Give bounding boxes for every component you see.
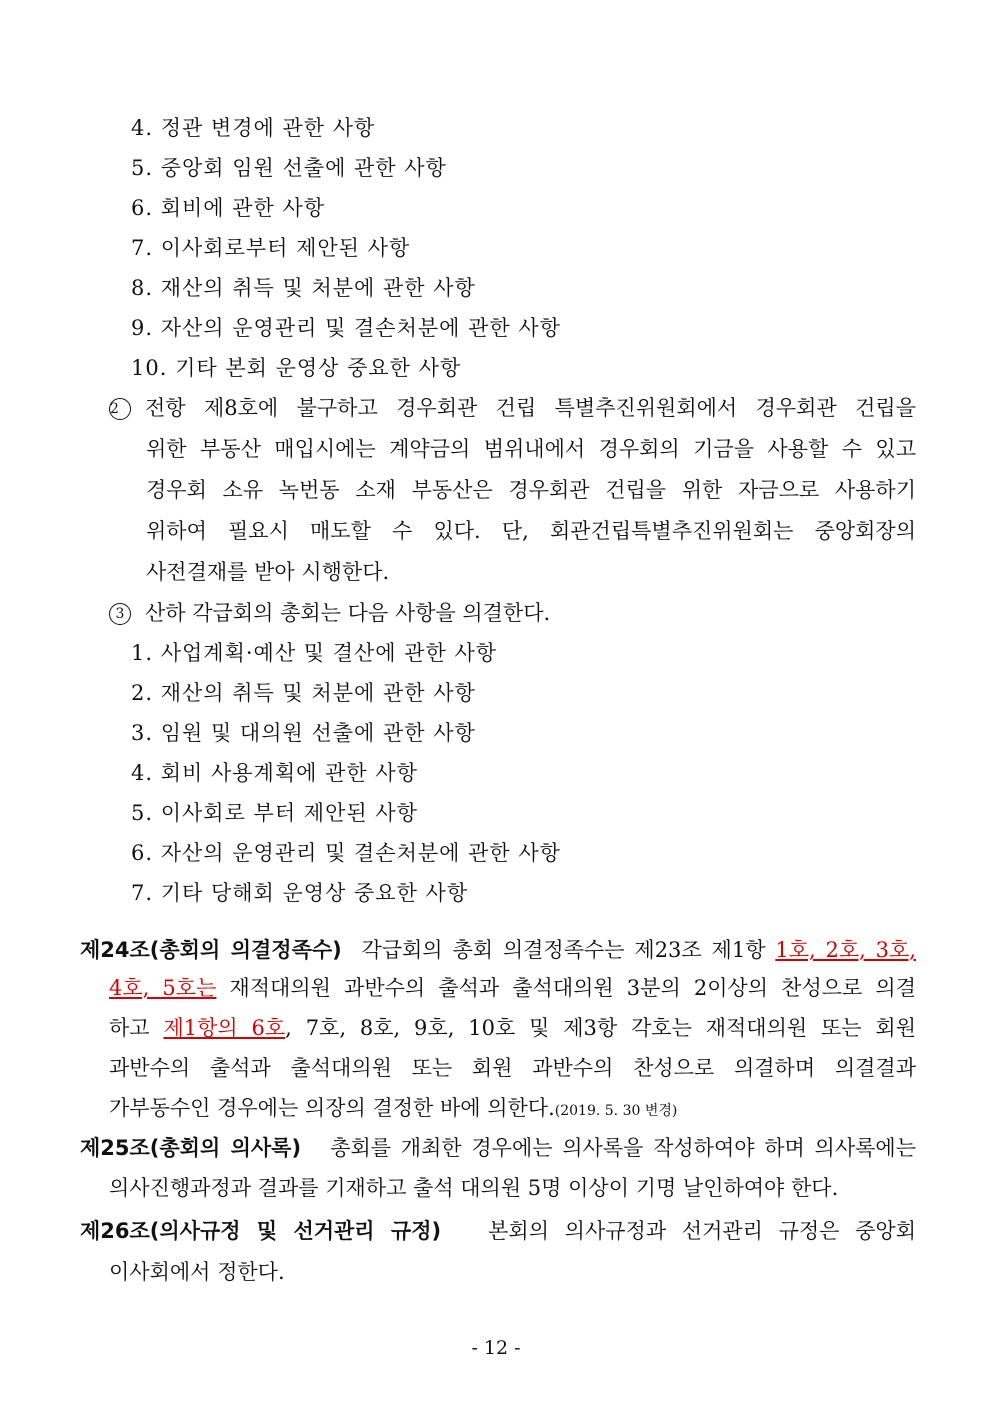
- list-item: 7. 이사회로부터 제안된 사항: [131, 236, 411, 260]
- paragraph-2-line: 경우회 소유 녹번동 소재 부동산은 경우회관 건립을 위한 자금으로 사용하기: [146, 478, 916, 502]
- list-item: 4. 회비 사용계획에 관한 사항: [131, 761, 418, 785]
- list-item: 4. 정관 변경에 관한 사항: [131, 116, 376, 140]
- list-item: 2. 재산의 취득 및 처분에 관한 사항: [131, 681, 476, 705]
- list-item: 6. 회비에 관한 사항: [131, 196, 326, 220]
- article-heading: 제24조(총회의 의결정족수): [80, 938, 342, 962]
- amendment-note: (2019. 5. 30 변경): [554, 1103, 678, 1119]
- article-24-line: 제24조(총회의 의결정족수) 각급회의 총회 의결정족수는 제23조 제1항 1호, 2호, 3호,: [80, 938, 916, 962]
- list-item: 10. 기타 본회 운영상 중요한 사항: [131, 356, 462, 380]
- list-item: 5. 중앙회 임원 선출에 관한 사항: [131, 156, 447, 180]
- circled-number-marker: 2: [109, 398, 131, 420]
- paragraph-2-line: 사전결재를 받아 시행한다.: [146, 560, 390, 584]
- article-24-line: 하고 제1항의 6호, 7호, 8호, 9호, 10호 및 제3항 각호는 재적대의원 또는 회원: [109, 1016, 917, 1040]
- article-24-line: 가부동수인 경우에는 의장의 결정한 바에 의한다.(2019. 5. 30 변경): [109, 1096, 678, 1120]
- article-heading: 제25조(총회의 의사록): [80, 1136, 302, 1160]
- amended-text: 4호, 5호는: [109, 976, 217, 1000]
- article-26-line: 이사회에서 정한다.: [109, 1260, 285, 1284]
- paragraph-2-line: 위하여 필요시 매도할 수 있다. 단, 회관건립특별추진위원회는 중앙회장의: [146, 519, 916, 543]
- article-heading: 제26조(의사규정 및 선거관리 규정): [80, 1219, 442, 1243]
- article-25-line: 의사진행과정과 결과를 기재하고 출석 대의원 5명 이상이 기명 날인하여야 한다.: [109, 1176, 839, 1200]
- list-item: 8. 재산의 취득 및 처분에 관한 사항: [131, 276, 476, 300]
- paragraph-2-line: 2 전항 제8호에 불구하고 경우회관 건립 특별추진위원회에서 경우회관 건립을: [110, 396, 916, 420]
- amended-text: 제1항의 6호: [163, 1016, 286, 1040]
- article-25-line: 제25조(총회의 의사록) 총회를 개최한 경우에는 의사록을 작성하여야 하며 의사록에는: [80, 1136, 916, 1160]
- list-item: 1. 사업계획·예산 및 결산에 관한 사항: [131, 641, 498, 665]
- paragraph-2-line: 위한 부동산 매입시에는 계약금의 범위내에서 경우회의 기금을 사용할 수 있고: [146, 437, 916, 461]
- list-item: 5. 이사회로 부터 제안된 사항: [131, 801, 418, 825]
- list-item: 7. 기타 당해회 운영상 중요한 사항: [131, 881, 469, 905]
- article-24-line: 4호, 5호는 재적대의원 과반수의 출석과 출석대의원 3분의 2이상의 찬성으로 의결: [109, 976, 916, 1000]
- list-item: 6. 자산의 운영관리 및 결손처분에 관한 사항: [131, 841, 561, 865]
- paragraph-3-line: 3 산하 각급회의 총회는 다음 사항을 의결한다.: [109, 593, 916, 633]
- page-number: - 12 -: [471, 1337, 521, 1359]
- article-24-line: 과반수의 출석과 출석대의원 또는 회원 과반수의 찬성으로 의결하며 의결결과: [109, 1056, 916, 1080]
- amended-text: 1호, 2호, 3호,: [775, 938, 916, 962]
- list-item: 3. 임원 및 대의원 선출에 관한 사항: [131, 721, 476, 745]
- circled-number-marker: 3: [109, 603, 131, 625]
- list-item: 9. 자산의 운영관리 및 결손처분에 관한 사항: [131, 316, 561, 340]
- article-26-line: 제26조(의사규정 및 선거관리 규정) 본회의 의사규정과 선거관리 규정은 중앙회: [80, 1219, 917, 1243]
